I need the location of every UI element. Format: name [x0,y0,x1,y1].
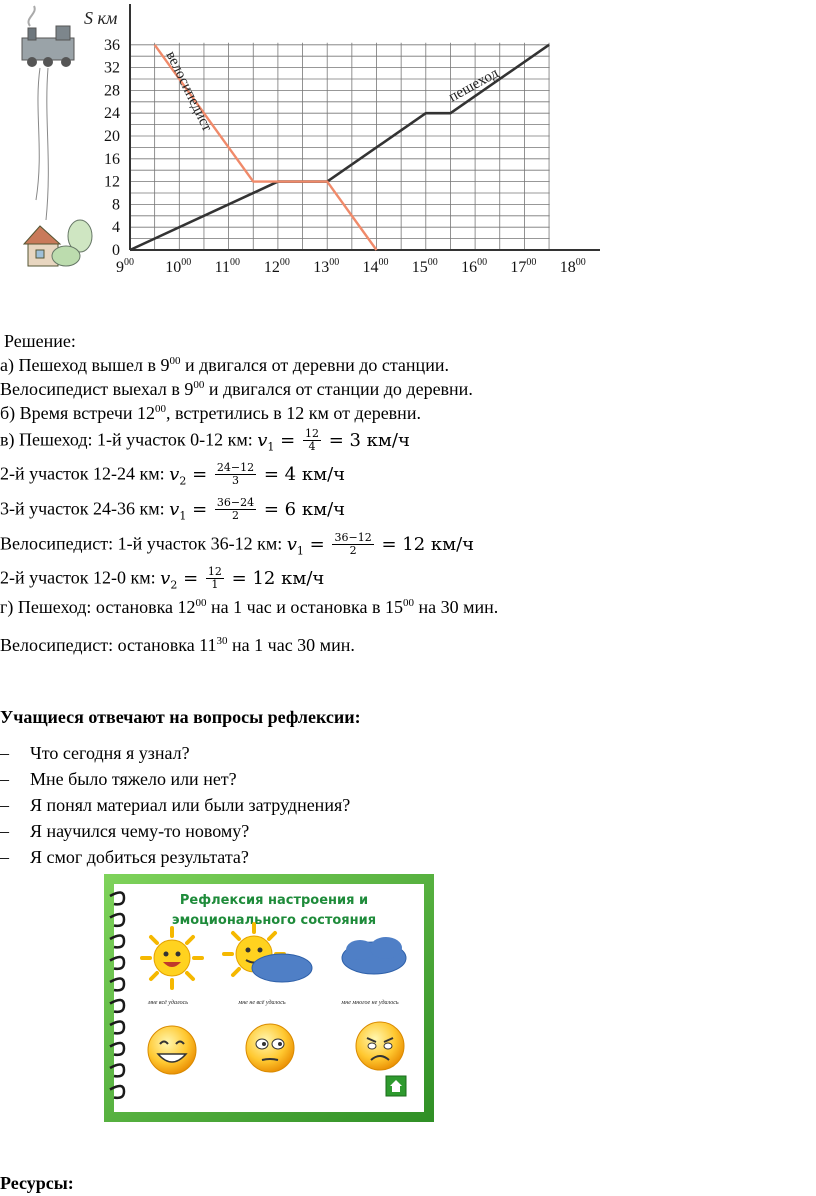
speed-line-1 [0,428,410,458]
dash: – [0,847,9,867]
caption-many-bad: мне многое не удалось [341,1000,399,1006]
x-tick-label: $17^{00}$ [510,257,537,276]
fraction-denominator: 1 [211,578,219,591]
solution-b-text: б) Время встречи 12 [0,403,156,423]
speed-line-3-label: 3-й участок 24-36 км: [0,498,170,519]
solution-b [0,402,421,424]
speed-line-4 [0,532,474,562]
fraction [215,497,256,522]
eq-sign: = [183,567,199,589]
fraction [206,566,224,591]
road-line [36,68,48,220]
y-tick-label: 20 [104,128,120,145]
reflection-question-text: Я понял материал или были затруднения? [30,795,351,815]
speed-var: v [169,498,180,520]
eq-sign: = [309,533,325,555]
fraction-numerator: 12 [304,427,319,440]
speed-sub: 1 [267,440,275,454]
solution-b-sup: 00 [155,403,167,415]
x-tick-label: $16^{00}$ [461,257,488,276]
fraction [303,428,321,453]
speed-line-3 [0,497,345,527]
solution-g2-sup: 30 [216,635,228,647]
slide-title-line1: Рефлексия настроения и [179,893,369,908]
reflection-question [0,794,350,816]
resources-heading: Ресурсы: [0,1173,74,1193]
solution-g-sup2: 00 [402,597,414,609]
speed-var: v [169,463,180,485]
solution-heading: Решение: [4,331,76,351]
fraction-numerator: 36−24 [216,496,255,509]
eq-sign: = [192,498,208,520]
x-tick-label: $11^{00}$ [214,257,241,276]
speed-sub: 1 [179,509,187,523]
speed-line-4-label: Велосипедист: 1-й участок 36-12 км: [0,533,287,554]
reflection-question [0,768,237,790]
caption-all-good: мне всё удалось [147,1000,189,1006]
y-tick-label: 8 [112,196,120,214]
slide-title-line2: эмоционального состояния [171,913,377,928]
fraction-denominator: 4 [308,440,316,453]
solution-g [0,596,498,618]
reflection-question-text: Я научился чему-то новому? [30,821,250,841]
fraction-denominator: 2 [232,509,240,522]
solution-a [0,354,449,376]
reflection-question-text: Я смог добиться результата? [30,847,249,867]
solution-g-text: г) Пешеход: остановка 12 [0,597,196,617]
house-icon [24,220,92,266]
solution-g-sup: 00 [195,597,207,609]
speed-result: = 6 км/ч [263,498,346,520]
solution-g2-suffix: на 1 час 30 мин. [227,635,355,655]
x-tick-label: $14^{00}$ [362,257,389,276]
reflection-question [0,820,249,842]
reflection-question [0,846,249,868]
fraction-numerator: 36−12 [334,531,372,544]
speed-result: = 12 км/ч [381,533,475,555]
solution-a2 [0,378,473,400]
speed-line-1-label: в) Пешеход: 1-й участок 0-12 км: [0,429,258,450]
speed-var: v [257,429,268,451]
solution-g2 [0,634,355,656]
solution-a2-sup: 00 [193,379,205,391]
y-tick-label: 32 [104,59,120,77]
series-label-cyclist: велосипедист [162,48,215,135]
x-tick-label: $9^{00}$ [116,257,134,276]
cloud-icon [342,937,406,974]
y-tick-label: 4 [112,219,120,237]
dash: – [0,743,9,763]
solution-a-sup: 00 [169,355,181,367]
y-tick-label: 16 [104,150,120,168]
series-label-pedestrian: пешеход [446,65,502,106]
speed-sub: 2 [179,474,187,488]
y-tick-label: 36 [104,36,120,54]
solution-g-suffix: на 30 мин. [413,597,499,617]
neutral-face-icon [246,1024,294,1072]
speed-line-2-label: 2-й участок 12-24 км: [0,463,170,484]
solution-a-text: а) Пешеход вышел в 9 [0,355,170,375]
solution-a2-text: Велосипедист выехал в 9 [0,379,194,399]
reflection-question-text: Мне было тяжело или нет? [30,769,237,789]
dash: – [0,821,9,841]
eq-sign: = [192,463,208,485]
solution-b-suffix: , встретились в 12 км от деревни. [166,403,421,423]
y-tick-label: 0 [112,242,120,259]
speed-result: = 12 км/ч [231,567,325,589]
x-tick-label: $13^{00}$ [313,257,340,276]
eq-sign: = [280,429,296,451]
sad-face-icon [356,1022,404,1070]
speed-var: v [160,567,171,589]
distance-time-chart [0,0,620,285]
x-tick-label: $10^{00}$ [165,257,192,276]
speed-var: v [286,533,297,555]
fraction-denominator: 2 [349,544,357,557]
happy-sun-icon [142,928,202,988]
y-tick-label: 28 [104,82,120,100]
fraction-numerator: 12 [207,565,222,578]
fraction [332,532,373,557]
reflection-question-text: Что сегодня я узнал? [30,743,190,763]
fraction-denominator: 3 [232,474,240,487]
speed-result: = 3 км/ч [328,429,410,451]
speed-line-2 [0,462,345,492]
y-tick-label: 24 [104,105,120,123]
speed-line-5-label: 2-й участок 12-0 км: [0,567,161,588]
y-tick-label: 12 [104,173,120,191]
dash: – [0,769,9,789]
fraction-numerator: 24−12 [216,461,255,474]
reflection-heading: Учащиеся отвечают на вопросы рефлексии: [0,707,361,727]
solution-a2-suffix: и двигался от станции до деревни. [204,379,473,399]
home-button[interactable] [386,1076,406,1096]
grinning-face-icon [148,1026,196,1074]
x-tick-label: $18^{00}$ [559,257,586,276]
x-tick-label: $15^{00}$ [411,257,438,276]
caption-not-all-good: мне не всё удалось [238,1000,286,1006]
fraction [215,462,256,487]
x-tick-label: $12^{00}$ [263,257,290,276]
solution-g-mid: на 1 час и остановка в 15 [206,597,403,617]
speed-sub: 1 [296,544,304,558]
y-axis-label: S км [84,8,118,28]
speed-result: = 4 км/ч [263,463,346,485]
solution-g2-text: Велосипедист: остановка 11 [0,635,217,655]
speed-sub: 2 [170,578,178,592]
locomotive-icon [22,6,74,67]
speed-line-5 [0,566,324,596]
solution-a-suffix: и двигался от деревни до станции. [180,355,449,375]
reflection-question [0,742,190,764]
mood-reflection-slide [104,874,434,1122]
dash: – [0,795,9,815]
